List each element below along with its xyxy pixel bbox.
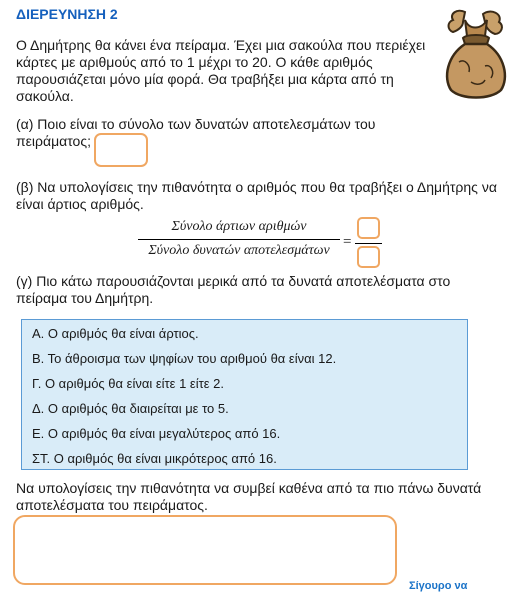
probabilities-answer-field[interactable]	[13, 515, 397, 585]
probability-fraction	[138, 219, 340, 259]
intro-line: κάρτες με αριθμούς από το 1 μέχρι το 20. Ο κάθε αριθμός	[16, 54, 373, 70]
question-b-line: είναι άρτιος αριθμός.	[16, 196, 144, 212]
intro-line: σακούλα.	[16, 88, 74, 104]
fraction-denominator: Σύνολο δυνατών αποτελεσμάτων	[148, 243, 330, 258]
question-a	[16, 116, 396, 150]
question-c	[16, 273, 456, 307]
final-prompt	[16, 480, 486, 514]
equals-sign: =	[343, 234, 352, 250]
intro-line: Ο Δημήτρης θα κάνει ένα πείραμα. Έχει μια σακούλα που περιέχει	[16, 37, 426, 53]
outcomes-box	[21, 319, 468, 470]
question-b	[16, 179, 501, 213]
question-b-line: (β) Να υπολογίσεις την πιθανότητα ο αριθμός που θα τραβήξει ο Δημήτρης να	[16, 179, 497, 195]
page-title: ΔΙΕΡΕΥΝΗΣΗ 2	[16, 6, 118, 22]
outcome-item: Β. Το άθροισμα των ψηφίων του αριθμού θα είναι 12.	[32, 351, 337, 366]
money-bag-icon	[441, 6, 511, 102]
outcome-item: Α. Ο αριθμός θα είναι άρτιος.	[32, 326, 199, 341]
intro-line: παρουσιάζεται μόνο μία φορά. Θα τραβήξει μια κάρτα από τη	[16, 71, 394, 87]
fraction-bar	[355, 243, 382, 244]
outcome-item: Γ. Ο αριθμός θα είναι είτε 1 είτε 2.	[32, 376, 224, 391]
final-prompt-line: αποτελέσματα του πειράματος.	[16, 497, 208, 513]
fraction-numerator: Σύνολο άρτιων αριθμών	[138, 219, 340, 240]
numerator-answer-field[interactable]	[357, 217, 380, 239]
denominator-answer-field[interactable]	[357, 246, 380, 268]
outcome-item: Ε. Ο αριθμός θα είναι μεγαλύτερος από 16.	[32, 426, 281, 441]
outcome-item: Δ. Ο αριθμός θα διαιρείται με το 5.	[32, 401, 229, 416]
sample-space-answer-field[interactable]	[94, 133, 148, 167]
final-prompt-line: Να υπολογίσεις την πιθανότητα να συμβεί καθένα από τα πιο πάνω δυνατά	[16, 480, 482, 496]
question-a-line: πειράματος;	[16, 133, 91, 149]
intro-text	[16, 37, 436, 105]
sure-link[interactable]: Σίγουρο να	[409, 580, 468, 592]
question-c-line: (γ) Πιο κάτω παρουσιάζονται μερικά από τα δυνατά αποτελέσματα στο	[16, 273, 451, 289]
outcome-item: ΣΤ. Ο αριθμός θα είναι μικρότερος από 16.	[32, 451, 277, 466]
question-c-line: πείραμα του Δημήτρη.	[16, 290, 154, 306]
question-a-line: (α) Ποιο είναι το σύνολο των δυνατών αποτελεσμάτων του	[16, 116, 376, 132]
